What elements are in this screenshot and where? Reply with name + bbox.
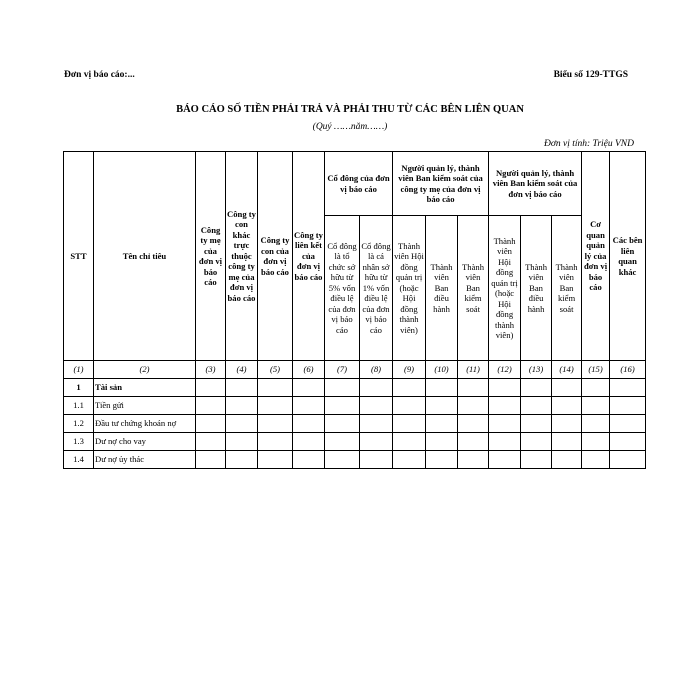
column-number: (1) — [64, 361, 94, 379]
column-number-row — [64, 361, 646, 379]
column-number: (6) — [293, 361, 325, 379]
col-header-indicator: Tên chỉ tiêu — [94, 152, 196, 361]
column-number: (14) — [552, 361, 582, 379]
row-stt: 1.1 — [64, 397, 94, 415]
row-name: Tiền gửi — [94, 397, 196, 415]
col-header-unit-board-member: Thành viên Hội đồng quản trị (hoặc Hội đồng thành viên) — [489, 216, 521, 361]
col-header-unit-executive: Thành viên Ban điều hành — [521, 216, 552, 361]
currency-unit: Đơn vị tính: Triệu VND — [543, 139, 634, 149]
column-number: (13) — [521, 361, 552, 379]
col-header-associate: Công ty liên kết của đơn vị báo cáo — [293, 152, 325, 361]
row-stt: 1 — [64, 379, 94, 397]
reporting-unit-label: Đơn vị báo cáo:... — [64, 70, 135, 80]
col-header-ind-shareholder: Cổ đông là cá nhân sở hữu từ 1% vốn điều lệ của đơn vị báo cáo — [360, 216, 393, 361]
column-number: (8) — [360, 361, 393, 379]
header-row-1 — [64, 152, 646, 216]
col-header-management-agency: Cơ quan quản lý của đơn vị báo cáo — [582, 152, 610, 361]
column-number: (11) — [458, 361, 489, 379]
report-title: BÁO CÁO SỐ TIỀN PHẢI TRẢ VÀ PHẢI THU TỪ CÁC BÊN LIÊN QUAN — [176, 104, 524, 115]
column-number: (3) — [196, 361, 226, 379]
group-header-shareholders: Cổ đông của đơn vị báo cáo — [325, 152, 393, 216]
column-number: (15) — [582, 361, 610, 379]
group-header-parent-managers: Người quản lý, thành viên Ban kiểm soát của công ty mẹ của đơn vị báo cáo — [393, 152, 489, 216]
col-header-stt: STT — [64, 152, 94, 361]
column-number: (12) — [489, 361, 521, 379]
row-name: Dư nợ cho vay — [94, 433, 196, 451]
column-number: (5) — [258, 361, 293, 379]
table-row — [64, 433, 646, 451]
column-number: (2) — [94, 361, 196, 379]
table-row — [64, 415, 646, 433]
col-header-parent-company: Công ty mẹ của đơn vị báo cáo — [196, 152, 226, 361]
form-code: Biểu số 129-TTGS — [553, 70, 628, 80]
col-header-other-related: Các bên liên quan khác — [610, 152, 646, 361]
col-header-subsidiary: Công ty con của đơn vị báo cáo — [258, 152, 293, 361]
report-period: (Quý ……năm……) — [312, 122, 388, 132]
column-number: (16) — [610, 361, 646, 379]
col-header-parent-board-member: Thành viên Hội đồng quản trị (hoặc Hội đồng thành viên) — [393, 216, 426, 361]
row-stt: 1.3 — [64, 433, 94, 451]
row-stt: 1.2 — [64, 415, 94, 433]
row-name: Dư nợ ủy thác — [94, 451, 196, 469]
table-row — [64, 397, 646, 415]
column-number: (10) — [426, 361, 458, 379]
col-header-parent-executive: Thành viên Ban điều hành — [426, 216, 458, 361]
table-row — [64, 451, 646, 469]
row-name: Đầu tư chứng khoán nợ — [94, 415, 196, 433]
col-header-other-subsidiary: Công ty con khác trực thuộc công ty mẹ của đơn vị báo cáo — [226, 152, 258, 361]
col-header-parent-supervisory: Thành viên Ban kiểm soát — [458, 216, 489, 361]
group-header-unit-managers: Người quản lý, thành viên Ban kiểm soát của đơn vị báo cáo — [489, 152, 582, 216]
col-header-unit-supervisory: Thành viên Ban kiểm soát — [552, 216, 582, 361]
column-number: (7) — [325, 361, 360, 379]
row-stt: 1.4 — [64, 451, 94, 469]
table-row — [64, 379, 646, 397]
column-number: (9) — [393, 361, 426, 379]
col-header-org-shareholder: Cổ đông là tổ chức sở hữu từ 5% vốn điều lệ của đơn vị báo cáo — [325, 216, 360, 361]
row-name: Tài sản — [94, 379, 196, 397]
report-table — [63, 151, 646, 469]
column-number: (4) — [226, 361, 258, 379]
